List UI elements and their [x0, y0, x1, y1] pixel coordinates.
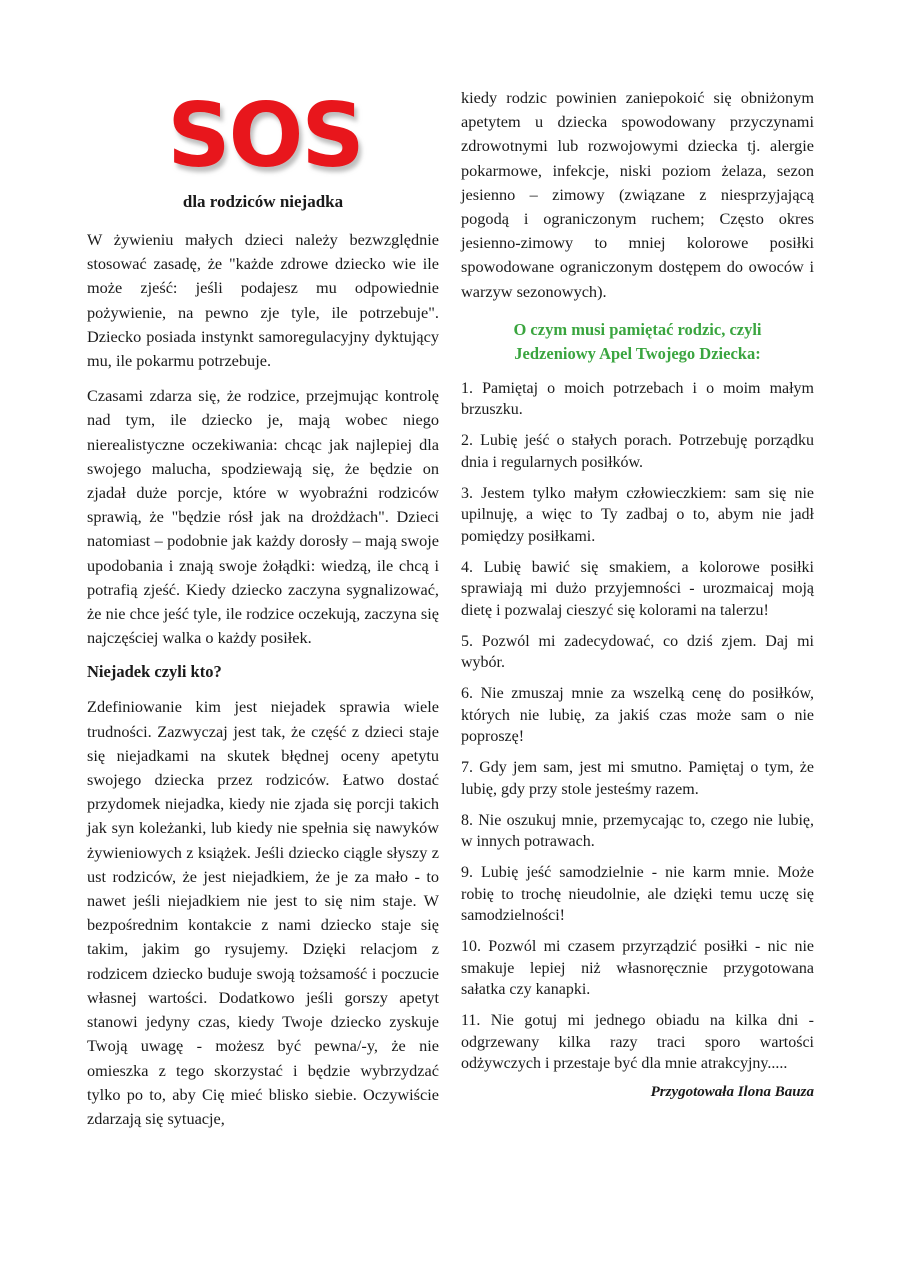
- sos-logo-text: SOS: [167, 94, 363, 186]
- section-heading: Niejadek czyli kto?: [87, 662, 222, 682]
- sos-logo-graphic: [147, 94, 387, 186]
- intro-paragraph-2: Czasami zdarza się, że rodzice, przejmując kontrolę nad tym, ile dziecko je, mają wobec niego nierealistyczne oczekiwania: chcąc jak najlepiej dla swojego malucha, spodziewają się, że będzie on zjadał duże porcje, które w wyobraźni rodziców sprawią, że "będzie rósł jak na drożdżach". Dzieci natomiast – podobnie jak każdy dorosły – mają swoje upodobania i znają swoje żołądki: wiedzą, ile chcą i potrafią zjeść. Kiedy dziecko zaczyna sygnalizować, że nie chce jeść tyle, ile rodzice oczekują, zaczyna się najczęściej walka o każdy posiłek.: [87, 386, 439, 648]
- green-heading: [461, 318, 814, 366]
- list-item: 6. Nie zmuszaj mnie za wszelką cenę do posiłków, których nie lubię, za jakiś czas może sam o nie poproszę!: [461, 685, 814, 746]
- left-column: [87, 86, 439, 1131]
- section-paragraph-right: kiedy rodzic powinien zaniepokoić się obniżonym apetytem u dziecka spowodowany przyczynami zdrowotnymi lub rozwojowymi dziecka tj. alergie pokarmowe, infekcje, niski poziom żelaza, sezon jesienno – zimowy (związane z niesprzyjającą pogodą i ograniczonym ruchem; Często okres jesienno-zimowy to mniej kolorowe posiłki spowodowane ograniczonym dostępem do owoców i warzyw sezonowych).: [461, 88, 814, 301]
- green-heading-line-2: Jedzeniowy Apel Twojego Dziecka:: [514, 343, 761, 363]
- list-item: 7. Gdy jem sam, jest mi smutno. Pamiętaj o tym, że lubię, gdy przy stole jesteśmy razem.: [461, 759, 814, 798]
- list-item: 2. Lubię jeść o stałych porach. Potrzebuję porządku dnia i regularnych posiłków.: [461, 432, 814, 471]
- intro-paragraph-1: W żywieniu małych dzieci należy bezwzględnie stosować zasadę, że "każde zdrowe dziecko wie ile może zjeść: jeśli podajesz mu odpowiednie pożywienie, na pewno zje tyle, ile potrzebuje". Dziecko posiada instynkt samoregulacyjny dyktujący mu, ile pokarmu potrzebuje.: [87, 230, 439, 371]
- list-item: 9. Lubię jeść samodzielnie - nie karm mnie. Może robię to trochę nieudolnie, ale dzięki temu uczę się samodzielności!: [461, 864, 814, 925]
- right-column: [461, 86, 814, 1101]
- list-item: 3. Jestem tylko małym człowieczkiem: sam się nie upilnuję, a więc to Ty zadbaj o to, abym nie jadł pomiędzy posiłkami.: [461, 484, 814, 545]
- list-item: 5. Pozwól mi zadecydować, co dziś zjem. Daj mi wybór.: [461, 632, 814, 672]
- appeal-list: [461, 378, 814, 1075]
- sos-logo: [147, 94, 439, 186]
- list-item: 11. Nie gotuj mi jednego obiadu na kilka dni - odgrzewany kilka razy traci sporo wartości odżywczych i przestaje być dla mnie atrakcyjny.....: [461, 1012, 814, 1073]
- list-item: 10. Pozwól mi czasem przyrządzić posiłki - nic nie smakuje lepiej niż własnoręcznie przygotowana sałatka czy kanapki.: [461, 938, 814, 999]
- list-item: 8. Nie oszukuj mnie, przemycając to, czego nie lubię, w innych potrawach.: [461, 811, 814, 851]
- signature: Przygotowała Ilona Bauza: [650, 1084, 814, 1101]
- list-item: 4. Lubię bawić się smakiem, a kolorowe posiłki sprawiają mi dużo przyjemności - urozmaicaj moją dietę i pozwalaj cieszyć się kolorami na talerzu!: [461, 558, 814, 619]
- green-heading-line-1: O czym musi pamiętać rodzic, czyli: [513, 319, 762, 339]
- subtitle: dla rodziców niejadka: [182, 192, 344, 211]
- section-paragraph-left: Zdefiniowanie kim jest niejadek sprawia wiele trudności. Zazwyczaj jest tak, że część z dzieci staje się niejadkami na skutek błędnej oceny apetytu swojego dziecka przez rodziców. Łatwo dostać przydomek niejadka, kiedy nie zjada się porcji takich jak syn koleżanki, lub kiedy nie spełnia się nawyków żywieniowych z książek. Jeśli dziecko ciągle słyszy z ust rodziców, że jest niejadkiem, że je za mało - to nawet jeśli niejadkiem nie jest to się nim staje. W bezpośrednim kontakcie z nami dziecko staje się takim, jakim go rysujemy. Dzięki relacjom z rodzicem dziecko buduje swoją tożsamość i poczucie własnej wartości. Dodatkowo jeśli gorszy apetyt stanowi jedyny czas, kiedy Twoje dziecko zyskuje Twoją uwagę - możesz być pewna/-y, że nie omieszka z tego skorzystać i będzie wybrzydzać tylko po to, aby Cię mieć blisko siebie. Oczywiście zdarzają się sytuacje,: [87, 697, 439, 1128]
- list-item: 1. Pamiętaj o moich potrzebach i o moim małym brzuszku.: [461, 379, 814, 419]
